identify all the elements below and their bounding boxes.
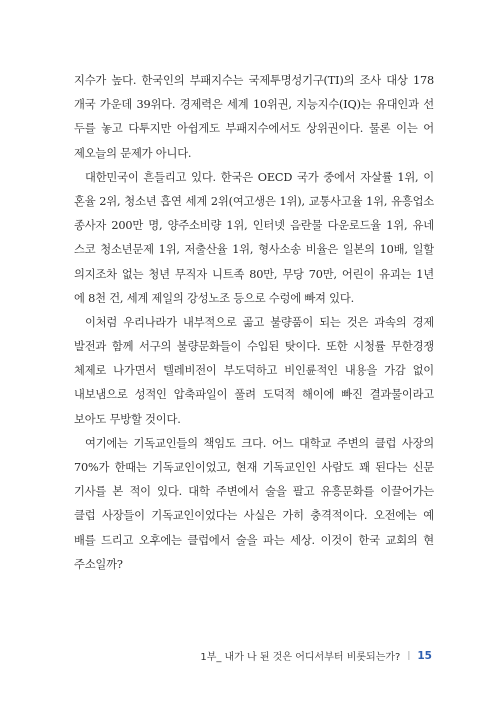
text-line: 의지조차 없는 청년 무직자 니트족 80만, 무당 70만, 어린이 유괴는 1년 bbox=[74, 267, 434, 281]
text-line: 이처럼 우리나라가 내부적으로 곪고 불량품이 되는 것은 과속의 경제 bbox=[85, 315, 434, 329]
text-line: 혼율 2위, 청소년 흡연 세계 2위(여고생은 1위), 교통사고율 1위, 유흥업소 bbox=[74, 194, 434, 208]
text-line: 두를 놓고 다투지만 아쉽게도 부패지수에서도 상위권이다. 물론 이는 어 bbox=[74, 122, 434, 136]
text-line: 발전과 함께 서구의 불량문화들이 수입된 탓이다. 또한 시청률 무한경쟁 bbox=[74, 340, 434, 354]
text-line: 배를 드리고 오후에는 클럽에서 술을 파는 세상. 이것이 한국 교회의 현 bbox=[74, 533, 434, 547]
text-line: 제오늘의 문제가 아니다. bbox=[74, 146, 192, 160]
body-text bbox=[74, 69, 434, 577]
paragraph-2 bbox=[74, 166, 434, 311]
paragraph-3 bbox=[74, 311, 434, 432]
text-line: 대한민국이 흔들리고 있다. 한국은 OECD 국가 중에서 자살률 1위, 이 bbox=[85, 170, 434, 184]
text-line: 클럽 사장들이 기독교인이었다는 사실은 가히 충격적이다. 오전에는 예 bbox=[74, 509, 434, 523]
paragraph-4 bbox=[74, 432, 434, 577]
running-chapter-title: 1부_ 내가 나 된 것은 어디서부터 비롯되는가? bbox=[200, 652, 401, 663]
text-line: 종사자 200만 명, 양주소비량 1위, 인터넷 음란물 다운로드율 1위, 유네 bbox=[74, 219, 434, 233]
text-line: 개국 가운데 39위다. 경제력은 세계 10위권, 지능지수(IQ)는 유대인과 선 bbox=[74, 98, 434, 112]
text-line: 주소일까? bbox=[74, 557, 123, 571]
text-line: 70%가 한때는 기독교인이었고, 현재 기독교인인 사람도 꽤 된다는 신문 bbox=[74, 461, 434, 474]
text-line: 스코 청소년문제 1위, 저출산율 1위, 형사소송 비율은 일본의 10배, 일할 bbox=[74, 243, 434, 257]
paragraph-1 bbox=[74, 69, 434, 166]
text-line: 보아도 무방할 것이다. bbox=[74, 412, 181, 426]
footer-separator: | bbox=[407, 650, 411, 661]
text-line: 기사를 본 적이 있다. 대학 주변에서 술을 팔고 유흥문화를 이끌어가는 bbox=[74, 485, 434, 499]
text-line: 에 8천 건, 세계 제일의 강성노조 등으로 수렁에 빠져 있다. bbox=[74, 291, 354, 305]
text-line: 여기에는 기독교인들의 책임도 크다. 어느 대학교 주변의 클럽 사장의 bbox=[85, 436, 434, 450]
page-number: 15 bbox=[417, 649, 432, 662]
text-line: 내보냄으로 성적인 압축파일이 풀려 도덕적 해이에 빠진 결과물이라고 bbox=[74, 388, 434, 402]
page-footer bbox=[200, 648, 432, 663]
text-line: 체제로 나가면서 텔레비전이 부도덕하고 비인륜적인 내용을 가감 없이 bbox=[74, 364, 434, 378]
text-line: 지수가 높다. 한국인의 부패지수는 국제투명성기구(TI)의 조사 대상 178 bbox=[74, 74, 434, 87]
